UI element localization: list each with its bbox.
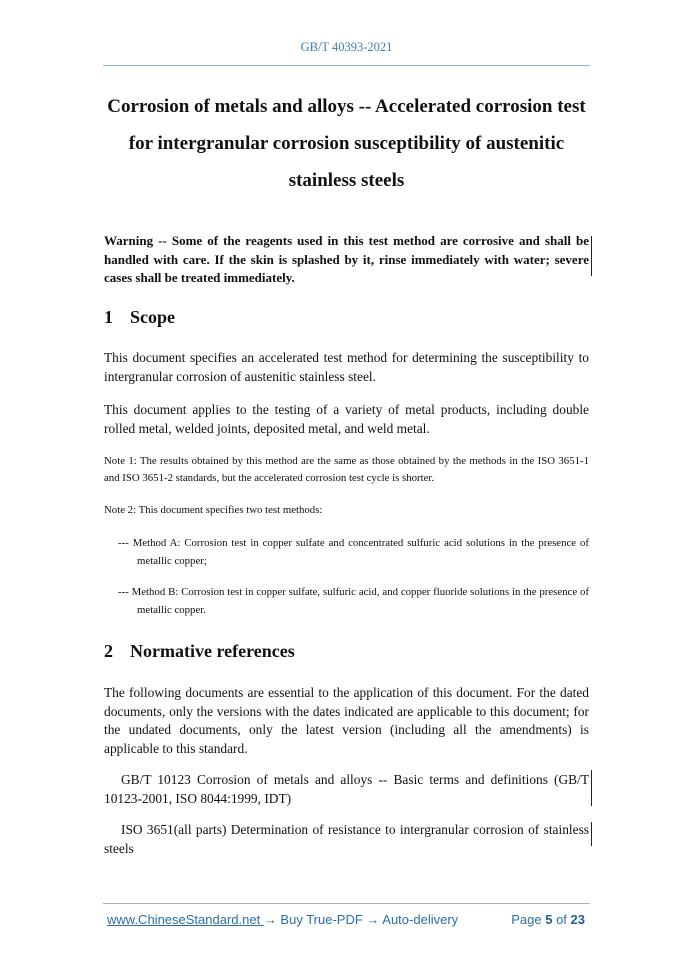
of-label: of <box>552 912 571 927</box>
paragraph: The following documents are essential to the application of this document. For the dated documents, only the versions with the dates indicated are applicable to this document; for the undated documents, only the latest version (including all the amendments) is applicable to this standard. <box>104 685 589 756</box>
revision-bar <box>591 236 592 276</box>
note-1: Note 1: The results obtained by this method are the same as those obtained by the methods in the ISO 3651-1 and ISO 3651-2 standards, but the accelerated corrosion test cycle is shorter. <box>104 455 589 484</box>
footer-divider <box>103 903 590 904</box>
revision-bar <box>591 770 592 806</box>
buy-text: Buy True-PDF <box>276 912 367 927</box>
section-number: 1 <box>104 307 113 327</box>
document-id-header: GB/T 40393-2021 <box>300 40 393 54</box>
title-line: Corrosion of metals and alloys -- Accelerated corrosion test <box>107 96 586 117</box>
method-b: --- Method B: Corrosion test in copper sulfate, sulfuric acid, and copper fluoride solutions in the presence of metallic copper. <box>118 586 589 616</box>
website-link[interactable]: www.ChineseStandard.net <box>107 912 264 927</box>
footer <box>107 912 585 927</box>
section-number: 2 <box>104 641 113 661</box>
note-2: Note 2: This document specifies two test methods: <box>104 504 323 516</box>
arrow-icon: → <box>263 912 277 927</box>
header-divider <box>103 65 590 66</box>
reference-item: GB/T 10123 Corrosion of metals and alloys -- Basic terms and definitions (GB/T 10123-2001, ISO 8044:1999, IDT) <box>104 772 589 806</box>
paragraph: This document applies to the testing of a variety of metal products, including double rolled metal, welded joints, deposited metal, and weld metal. <box>104 402 589 436</box>
revision-bar <box>591 822 592 846</box>
arrow-icon: → <box>366 912 380 927</box>
method-a: --- Method A: Corrosion test in copper sulfate and concentrated sulfuric acid solutions in the presence of metallic copper; <box>118 537 589 567</box>
section-heading-normative-references <box>104 641 295 662</box>
title-line: for intergranular corrosion susceptibility of austenitic <box>128 133 565 154</box>
footer-promo <box>107 912 458 927</box>
page-indicator <box>511 912 585 927</box>
document-title <box>90 88 603 199</box>
page-total: 23 <box>570 912 585 927</box>
reference-item: ISO 3651(all parts) Determination of resistance to intergranular corrosion of stainless steels <box>104 822 589 856</box>
section-title: Scope <box>130 307 175 327</box>
page-number: 5 <box>545 912 553 927</box>
delivery-text: Auto-delivery <box>379 912 459 927</box>
section-heading-scope <box>104 307 175 328</box>
page-label: Page <box>511 912 546 927</box>
section-title: Normative references <box>130 641 295 661</box>
warning-text: Warning -- Some of the reagents used in this test method are corrosive and shall be handled with care. If the skin is splashed by it, rinse immediately with water; severe cases shall be treated immediately. <box>104 233 589 285</box>
title-line: stainless steels <box>288 170 405 191</box>
paragraph: This document specifies an accelerated test method for determining the susceptibility to intergranular corrosion of austenitic stainless steel. <box>104 350 589 384</box>
